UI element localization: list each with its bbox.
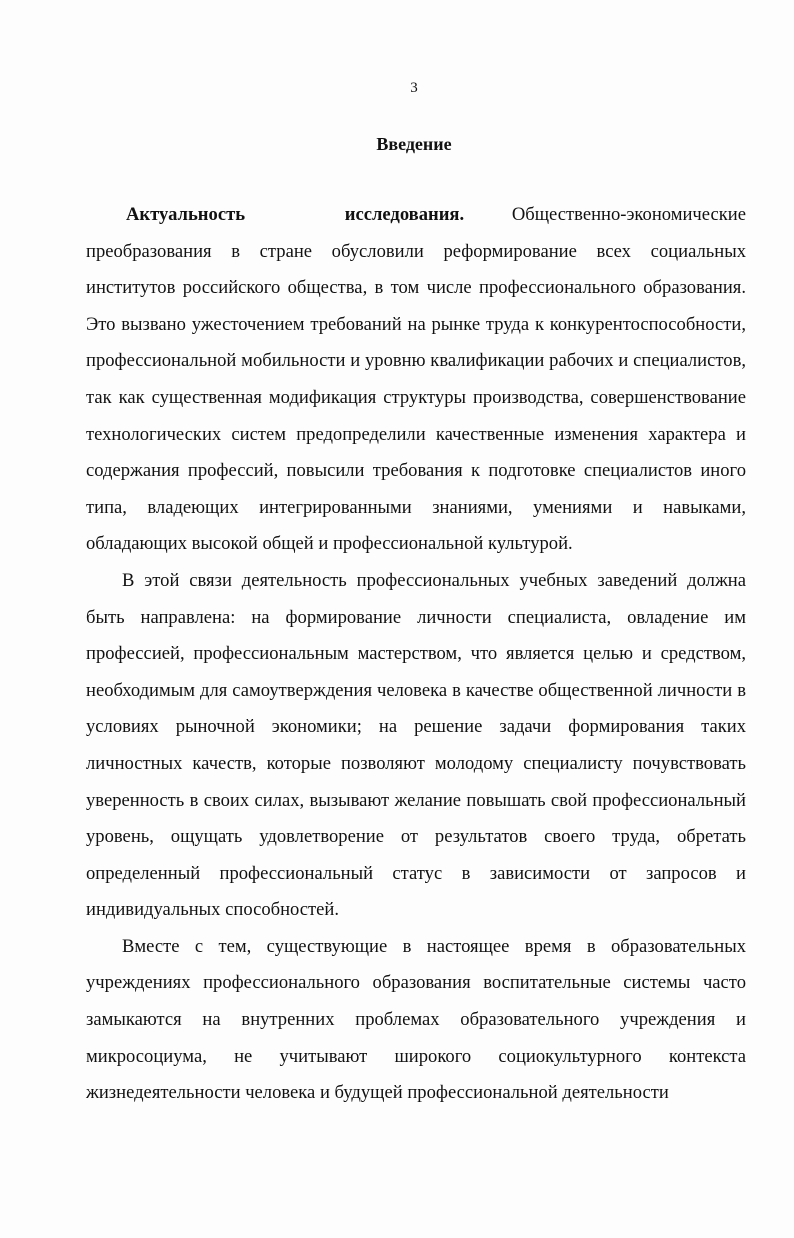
paragraph-1-lead: Актуальность исследования. [126,204,465,225]
section-heading: Введение [376,134,452,154]
paragraph-2: В этой связи деятельность профессиональных учебных заведений должна быть направлена: на формирование личности специалиста, овладение им профессией, профессиональным мастерством, что является целью и средством, необходимым для самоутверждения человека в качестве общественной личности в условиях рыночной экономики; на решение задачи формирования таких личностных качеств, которые позволяют молодому специалисту почувствовать уверенность в своих силах, вызывают желание повышать свой профессиональный уровень, ощущать удовлетворение от результатов своего труда, обретать определенный профессиональный статус в зависимости от запросов и индивидуальных способностей. [86,569,746,921]
paragraph-1 [86,197,746,563]
paragraph-1-text: Общественно-экономические преобразования в стране обусловили реформирование всех социальных институтов российского общества, в том числе профессионального образования. Это вызвано ужесточением требований на рынке труда к конкурентоспособности, профессиональной мобильности и уровню квалификации рабочих и специалистов, так как существенная модификация структуры производства, совершенствование технологических систем предопределили качественные изменения характера и содержания профессий, повысили требования к подготовке специалистов иного типа, владеющих интегрированными знаниями, умениями и навыками, обладающих высокой общей и профессиональной культурой. [86,204,746,555]
paragraph-3: Вместе с тем, существующие в настоящее время в образовательных учреждениях профессионального образования воспитательные системы часто замыкаются на внутренних проблемах образовательного учреждения и микросоциума, не учитывают широкого социокультурного контекста жизнедеятельности человека и будущей профессиональной деятельности [86,935,746,1104]
body-text [86,197,746,1112]
page-number: 3 [410,80,418,96]
